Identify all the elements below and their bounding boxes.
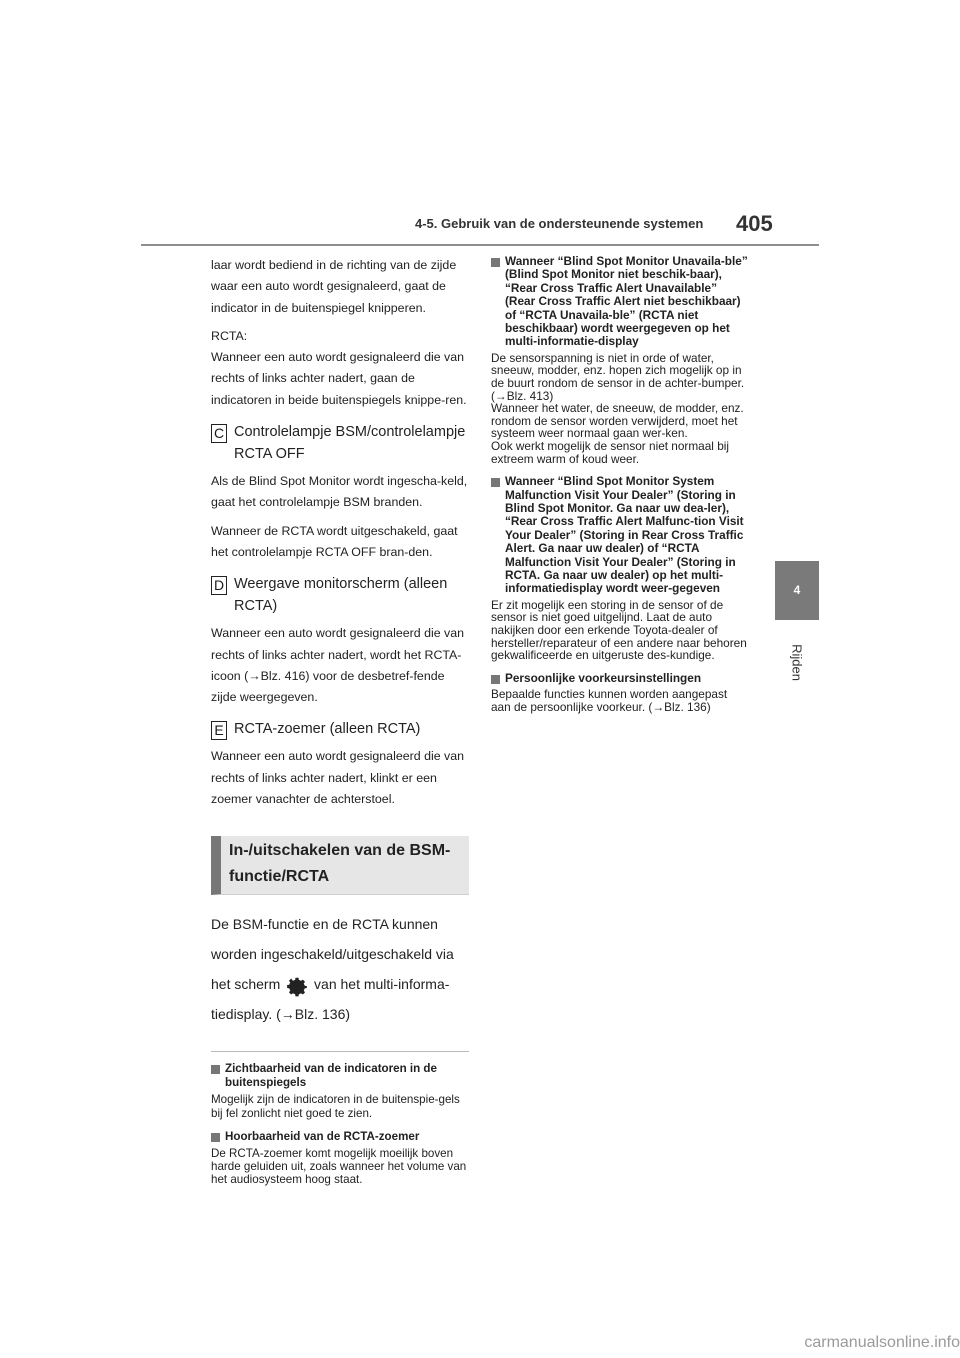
note-body: De RCTA-zoemer komt mogelijk moeilijk boven harde geluiden uit, zoals wanneer het volume van het audiosysteem hoog staat. <box>211 1146 467 1187</box>
item-c-paragraph-1: Als de Blind Spot Monitor wordt ingescha-keld, gaat het controlelampje BSM branden. <box>211 474 468 510</box>
note-title: Persoonlijke voorkeursinstellingen <box>505 670 702 685</box>
section-title: In-/uitschakelen van de BSM-functie/RCTA <box>229 842 451 886</box>
item-c-heading <box>211 421 469 465</box>
gear-icon <box>284 973 310 999</box>
square-bullet-icon <box>211 1133 220 1142</box>
item-title: RCTA-zoemer (alleen RCTA) <box>234 721 421 738</box>
rcta-paragraph: Wanneer een auto wordt gesignaleerd die van rechts of links achter nadert, gaan de indicatoren in beide buitenspiegels knippe-ren. <box>211 350 467 407</box>
note-unavailable <box>491 255 749 465</box>
chapter-number: 4 <box>793 583 801 597</box>
note-malfunction <box>491 475 749 662</box>
note-title: Hoorbaarheid van de RCTA-zoemer <box>225 1129 420 1143</box>
notes-divider <box>211 1051 469 1052</box>
item-e-heading <box>211 718 469 740</box>
item-e-paragraph-1: Wanneer een auto wordt gesignaleerd die van rechts of links achter nadert, klinkt er een zoemer vanachter de achterstoel. <box>211 749 465 807</box>
note-audibility <box>211 1130 469 1187</box>
section-heading: 4-5. Gebruik van de ondersteunende systemen <box>415 216 704 231</box>
note-title: Zichtbaarheid van de indicatoren in de buitenspiegels <box>225 1062 437 1090</box>
note-body: De sensorspanning is niet in orde of water, sneeuw, modder, enz. hopen zich mogelijk op in de buurt rondom de sensor in de achter-bumper. (→Blz. 413) Wanneer het water, de sneeuw, de modder, enz. rondom de sensor worden verwijderd, moet het systeem weer normaal gaan wer-ken. Ook werkt mogelijk de sensor niet normaal bij extreem warm of koud weer. <box>491 350 745 466</box>
item-letter-badge: D <box>211 576 227 595</box>
item-title: Weergave monitorscherm (alleen RCTA) <box>234 576 448 615</box>
section-heading-box <box>211 836 469 895</box>
section-paragraph-part-1: De BSM-functie en de RCTA kunnen worden ingeschakeld/uitgeschakeld via het scherm <box>211 916 454 993</box>
header-rule <box>141 244 819 246</box>
item-c-paragraph-2: Wanneer de RCTA wordt uitgeschakeld, gaat het controlelampje RCTA OFF bran-den. <box>211 523 458 559</box>
square-bullet-icon <box>491 675 500 684</box>
note-body: Mogelijk zijn de indicatoren in de buitenspie-gels bij fel zonlicht niet goed te zien. <box>211 1093 460 1120</box>
rcta-label: RCTA: <box>211 328 248 343</box>
note-visibility <box>211 1062 469 1119</box>
right-column <box>491 255 749 723</box>
left-column <box>211 255 469 1196</box>
item-title: Controlelampje BSM/controlelampje RCTA OFF <box>234 424 466 463</box>
note-body: Bepaalde functies kunnen worden aangepast aan de persoonlijke voorkeur. (→Blz. 136) <box>491 687 728 714</box>
square-bullet-icon <box>491 478 500 487</box>
note-preferences <box>491 672 749 714</box>
note-title: Wanneer “Blind Spot Monitor System Malfunction Visit Your Dealer” (Storing in Blind Spot Monitor. Ga naar uw dea-ler), “Rear Cross Traffic Alert Malfunc-tion Visit Your Dealer” (Storing in Rear Cross Traffic Alert. Ga naar uw dealer) of “RCTA Malfunction Visit Your Dealer” (Storing in RCTA. Ga naar uw dealer) op het multi-informatiedisplay wordt weer-gegeven <box>505 474 744 596</box>
chapter-label: Rijden <box>789 644 805 681</box>
intro-paragraph: laar wordt bediend in de richting van de zijde waar een auto wordt gesignaleerd, gaat de indicator in de buitenspiegel knipperen. <box>211 258 457 315</box>
item-letter-badge: E <box>211 721 227 740</box>
square-bullet-icon <box>211 1065 220 1074</box>
item-letter-badge: C <box>211 424 227 443</box>
square-bullet-icon <box>491 258 500 267</box>
note-title: Wanneer “Blind Spot Monitor Unavaila-ble” (Blind Spot Monitor niet beschik-baar), “Rear Cross Traffic Alert Unavailable” (Rear Cross Traffic Alert niet beschikbaar) of “RCTA Unavaila-ble” (RCTA niet beschikbaar) wordt weergegeven op het multi-informatie-display <box>505 254 748 349</box>
item-d-paragraph-1: Wanneer een auto wordt gesignaleerd die van rechts of links achter nadert, wordt het RCTA-icoon (→Blz. 416) voor de desbetref-fende zijde weergegeven. <box>211 626 465 705</box>
note-body: Er zit mogelijk een storing in de sensor of de sensor is niet goed uitgelijnd. Laat de auto nakijken door een erkende Toyota-dealer of hersteller/reparateur of een andere naar behoren gekwalificeerde en uitgeruste des-kundige. <box>491 597 747 663</box>
watermark: carmanualsonline.info <box>804 1334 960 1351</box>
section-paragraph <box>211 909 469 1029</box>
item-d-heading <box>211 573 469 617</box>
section-paragraph-part-2: van het multi-informa-tiedisplay. (→Blz. 136) <box>211 976 450 1023</box>
page-number: 405 <box>736 211 773 236</box>
